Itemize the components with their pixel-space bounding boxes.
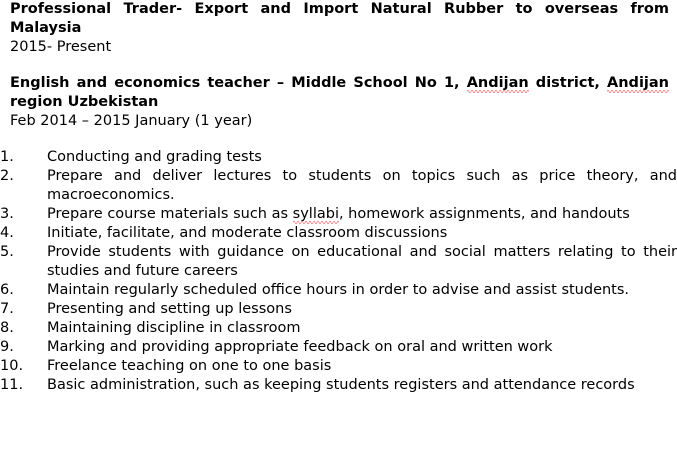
entry-2-title-misspelled-2: Andijan: [607, 75, 669, 91]
list-item-text: Presenting and setting up lessons: [47, 301, 292, 317]
list-item-number: 6.: [0, 282, 14, 298]
entry-2-title-part3: region Uzbekistan: [10, 94, 159, 110]
list-item-misspelled: syllabi: [292, 206, 339, 222]
list-item-number: 4.: [0, 225, 14, 241]
list-item: [0, 338, 677, 357]
list-item-text: Prepare and deliver lectures to students on topics such as price theory, and macroeconomics.: [47, 168, 677, 203]
entry-2-title-misspelled-1: Andijan: [466, 75, 529, 91]
list-item: [0, 167, 677, 205]
list-item: [0, 376, 677, 395]
list-item-text: Maintain regularly scheduled office hours in order to advise and assist students.: [47, 282, 630, 298]
list-item-text: Basic administration, such as keeping students registers and attendance records: [47, 377, 635, 393]
entry-1-dates: 2015- Present: [10, 39, 112, 55]
list-item-text: Freelance teaching on one to one basis: [47, 358, 332, 374]
list-item-text-post: , homework assignments, and handouts: [338, 206, 630, 222]
list-item: [0, 300, 677, 319]
list-item-text-pre: Prepare course materials such as: [47, 206, 293, 222]
list-item-text: Provide students with guidance on educational and social matters relating to their studies and future careers: [47, 244, 677, 279]
list-item-number: 2.: [0, 168, 14, 184]
list-spacer: [0, 131, 677, 148]
list-item-number: 5.: [0, 244, 14, 260]
entry-2-dates: Feb 2014 – 2015 January (1 year): [10, 113, 253, 129]
list-item: [0, 319, 677, 338]
list-item: [0, 148, 677, 167]
experience-entry-2: [0, 74, 677, 131]
list-item-number: 3.: [0, 206, 14, 222]
list-item-number: 9.: [0, 339, 14, 355]
list-item: [0, 205, 677, 224]
list-item: [0, 281, 677, 300]
list-item-number: 1.: [0, 149, 14, 165]
list-item-text: Initiate, facilitate, and moderate classroom discussions: [47, 225, 448, 241]
list-item: [0, 243, 677, 281]
list-item-text: Conducting and grading tests: [47, 149, 262, 165]
section-spacer: [0, 57, 677, 74]
entry-2-title: [10, 74, 669, 112]
list-item-number: 7.: [0, 301, 14, 317]
entry-2-title-part1: English and economics teacher – Middle School No 1,: [10, 75, 467, 91]
list-item: [0, 357, 677, 376]
experience-entry-1: [0, 0, 677, 57]
entry-2-title-part2: district,: [528, 75, 608, 91]
responsibilities-list: [0, 148, 677, 395]
list-item-number: 8.: [0, 320, 14, 336]
list-item-number: 11.: [0, 377, 24, 393]
list-item-text: Maintaining discipline in classroom: [47, 320, 301, 336]
list-item-number: 10.: [0, 358, 24, 374]
list-item: [0, 224, 677, 243]
list-item-text: Marking and providing appropriate feedback on oral and written work: [47, 339, 553, 355]
entry-1-title: Professional Trader- Export and Import Natural Rubber to overseas from Malaysia: [10, 1, 669, 36]
